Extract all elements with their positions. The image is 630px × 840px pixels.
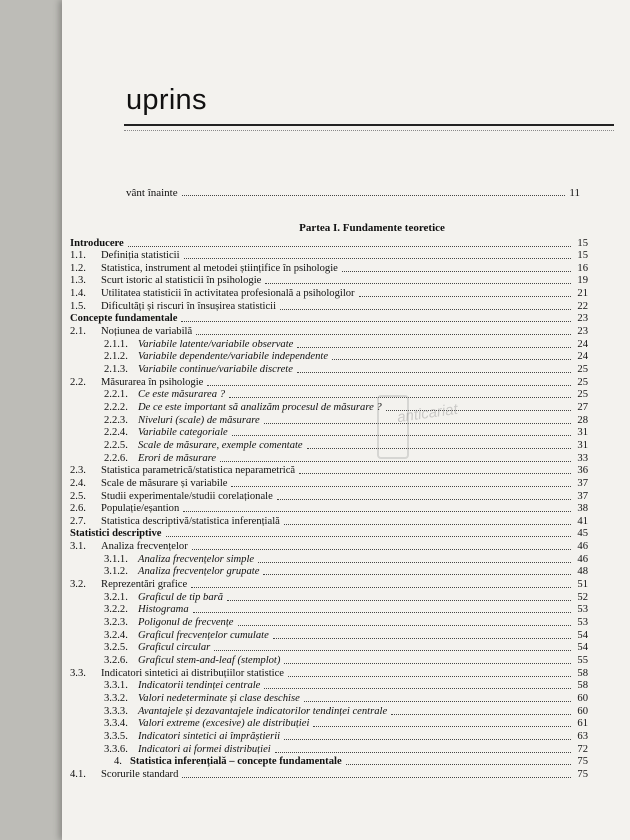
toc-subsection[interactable] bbox=[104, 439, 588, 451]
toc-section[interactable] bbox=[70, 262, 588, 274]
toc-subsection[interactable] bbox=[104, 389, 588, 401]
toc-page-number: 23 bbox=[577, 313, 588, 325]
toc-title: Definiția statisticii bbox=[101, 250, 180, 262]
toc-title: Indicatorii tendinței centrale bbox=[138, 680, 261, 692]
toc-page-number: 48 bbox=[577, 566, 588, 578]
dot-leader bbox=[220, 461, 571, 462]
dot-leader bbox=[128, 246, 571, 247]
toc-subsection[interactable] bbox=[104, 692, 588, 704]
toc-title: Graficul circular bbox=[138, 642, 211, 654]
toc-subsection[interactable] bbox=[104, 705, 588, 717]
toc-section[interactable] bbox=[70, 515, 588, 527]
toc-title: Variabile dependente/variabile independente bbox=[138, 351, 329, 363]
toc-page-number: 15 bbox=[577, 237, 588, 249]
toc-chapter[interactable] bbox=[70, 528, 588, 540]
toc-page-number: 36 bbox=[577, 465, 588, 477]
dot-leader bbox=[264, 688, 571, 689]
toc-chapter[interactable] bbox=[70, 237, 588, 249]
toc-page-number: 58 bbox=[577, 667, 588, 679]
toc-number: 1.4. bbox=[70, 288, 86, 300]
dot-leader bbox=[342, 271, 571, 272]
toc-page-number: 37 bbox=[577, 477, 588, 489]
toc-subsection[interactable] bbox=[104, 617, 588, 629]
book-page bbox=[62, 0, 630, 840]
dot-leader bbox=[297, 347, 571, 348]
toc-page-number: 24 bbox=[577, 351, 588, 363]
toc-title: Măsurarea în psihologie bbox=[101, 376, 204, 388]
toc-section[interactable] bbox=[70, 503, 588, 515]
dot-leader bbox=[284, 663, 571, 664]
toc-title: Noțiunea de variabilă bbox=[101, 326, 193, 338]
toc-title: Avantajele și dezavantajele indicatorilor tendinței centrale bbox=[138, 705, 388, 717]
toc-section[interactable] bbox=[70, 579, 588, 591]
preface-label: vânt înainte bbox=[126, 187, 178, 199]
toc-subsection[interactable] bbox=[104, 642, 588, 654]
faint-ruled-line bbox=[124, 130, 614, 131]
toc-number: 2.1.3. bbox=[104, 364, 128, 375]
toc-title: Reprezentări grafice bbox=[101, 579, 188, 591]
toc-page-number: 75 bbox=[577, 768, 588, 780]
toc-number: 2.2. bbox=[70, 376, 86, 388]
toc-title: Scale de măsurare, exemple comentate bbox=[138, 439, 303, 451]
dot-leader bbox=[258, 562, 571, 563]
toc-page-number: 19 bbox=[577, 275, 588, 287]
toc-page-number: 72 bbox=[577, 743, 588, 755]
toc-number: 2.1.2. bbox=[104, 351, 128, 363]
toc-number: 2.2.4. bbox=[104, 427, 128, 439]
toc-page-number: 63 bbox=[577, 730, 588, 742]
toc-title: Populație/eșantion bbox=[101, 503, 180, 515]
toc-page-number: 16 bbox=[577, 262, 588, 274]
watermark-text: anticariat bbox=[396, 400, 459, 427]
toc-subsection[interactable] bbox=[104, 338, 588, 350]
toc-title: Indicatori sintetici ai împrăștierii bbox=[138, 730, 281, 742]
toc-subsection[interactable] bbox=[104, 351, 588, 363]
toc-chapter[interactable] bbox=[70, 313, 588, 325]
toc-title: Valori nedeterminate și clase deschise bbox=[138, 692, 300, 704]
toc-title: Indicatori ai formei distribuției bbox=[138, 743, 271, 755]
toc-section[interactable] bbox=[70, 477, 588, 489]
toc-section[interactable] bbox=[70, 275, 588, 287]
dot-leader bbox=[182, 187, 566, 196]
dot-leader bbox=[359, 296, 571, 297]
toc-page-number: 53 bbox=[577, 604, 588, 616]
toc-title: Variabile categoriale bbox=[138, 427, 228, 439]
toc-number: 1.1. bbox=[70, 250, 86, 262]
toc-number: 3.2.3. bbox=[104, 617, 128, 628]
toc-page-number: 37 bbox=[577, 490, 588, 502]
toc-number: 2.2.5. bbox=[104, 439, 128, 451]
toc-subsection[interactable] bbox=[104, 591, 588, 603]
toc-page-number: 24 bbox=[577, 338, 588, 350]
toc-title: Variabile continue/variabile discrete bbox=[138, 364, 293, 375]
dot-leader bbox=[346, 764, 571, 765]
dot-leader bbox=[284, 524, 571, 525]
dot-leader bbox=[238, 625, 571, 626]
toc-title: Erori de măsurare bbox=[138, 452, 217, 464]
dot-leader bbox=[288, 676, 571, 677]
toc-title: Concepte fundamentale bbox=[70, 313, 178, 325]
toc-title: De ce este important să analizăm procesul de măsurare ? bbox=[138, 401, 382, 413]
toc-title: Statistici descriptive bbox=[70, 528, 162, 540]
dot-leader bbox=[166, 536, 571, 537]
toc-number: 4. bbox=[114, 756, 122, 768]
toc-section[interactable] bbox=[70, 667, 588, 679]
dot-leader bbox=[183, 511, 571, 512]
toc-page-number: 15 bbox=[577, 250, 588, 262]
toc-subsection[interactable] bbox=[104, 452, 588, 464]
toc-page-number: 46 bbox=[577, 553, 588, 565]
toc-page-number: 33 bbox=[577, 452, 588, 464]
toc-subsection[interactable] bbox=[104, 604, 588, 616]
dot-leader bbox=[196, 334, 571, 335]
dot-leader bbox=[297, 372, 571, 373]
toc-page-number: 38 bbox=[577, 503, 588, 515]
toc-title: Statistica descriptivă/statistica inferențială bbox=[101, 515, 280, 527]
toc-page-number: 23 bbox=[577, 326, 588, 338]
toc-number: 3.1.2. bbox=[104, 566, 128, 578]
toc-section[interactable] bbox=[70, 376, 588, 388]
toc-subsection[interactable] bbox=[104, 364, 588, 376]
toc-page-number: 53 bbox=[577, 617, 588, 628]
toc-number: 1.3. bbox=[70, 275, 86, 287]
dot-leader bbox=[313, 726, 571, 727]
dot-leader bbox=[184, 258, 571, 259]
toc-page-number: 60 bbox=[577, 692, 588, 704]
toc-section[interactable] bbox=[70, 465, 588, 477]
toc-title: Utilitatea statisticii în activitatea profesională a psihologilor bbox=[101, 288, 355, 300]
dot-leader bbox=[192, 549, 571, 550]
dot-leader bbox=[231, 486, 571, 487]
toc-section[interactable] bbox=[70, 490, 588, 502]
toc-number: 2.2.1. bbox=[104, 389, 128, 401]
toc-section[interactable] bbox=[70, 326, 588, 338]
toc-number: 2.2.2. bbox=[104, 401, 128, 413]
dot-leader bbox=[299, 473, 571, 474]
toc-number: 2.2.3. bbox=[104, 414, 128, 426]
dot-leader bbox=[227, 600, 571, 601]
toc-number: 3.3.5. bbox=[104, 730, 128, 742]
toc-page-number: 51 bbox=[577, 579, 588, 591]
dot-leader bbox=[307, 448, 571, 449]
toc-title: Statistica parametrică/statistica neparametrică bbox=[101, 465, 296, 477]
toc-page-number: 55 bbox=[577, 654, 588, 666]
toc-number: 2.5. bbox=[70, 490, 86, 502]
toc-page-number: 25 bbox=[577, 389, 588, 401]
toc-number: 3.3.1. bbox=[104, 680, 128, 692]
toc-title: Ce este măsurarea ? bbox=[138, 389, 225, 401]
toc-page-number: 41 bbox=[577, 515, 588, 527]
toc-subsection[interactable] bbox=[104, 427, 588, 439]
dot-leader bbox=[263, 574, 571, 575]
toc-page-number: 75 bbox=[577, 756, 588, 768]
toc-title: Analiza frecvențelor grupate bbox=[138, 566, 260, 578]
toc-number: 3.3.4. bbox=[104, 718, 128, 730]
toc-subsection[interactable] bbox=[104, 629, 588, 641]
toc-number: 3.1.1. bbox=[104, 553, 128, 565]
toc-number: 3.2.1. bbox=[104, 591, 128, 603]
toc-subsection[interactable] bbox=[104, 718, 588, 730]
dot-leader bbox=[284, 739, 571, 740]
toc-title: Dificultăți și riscuri în însușirea statisticii bbox=[101, 300, 277, 312]
toc-number: 3.2.6. bbox=[104, 654, 128, 666]
toc-subsection[interactable] bbox=[104, 730, 588, 742]
toc-number: 2.4. bbox=[70, 477, 86, 489]
toc-page-number: 31 bbox=[577, 427, 588, 439]
toc-title: Analiza frecvențelor bbox=[101, 541, 188, 553]
toc-page-number: 27 bbox=[577, 401, 588, 413]
toc-number: 3.3.3. bbox=[104, 705, 128, 717]
toc-page-number: 21 bbox=[577, 288, 588, 300]
toc-page-number: 31 bbox=[577, 439, 588, 451]
dot-leader bbox=[193, 612, 571, 613]
toc-section[interactable] bbox=[70, 300, 588, 312]
dot-leader bbox=[280, 309, 571, 310]
toc-page-number: 22 bbox=[577, 300, 588, 312]
part-title: Partea I. Fundamente teoretice bbox=[299, 222, 445, 234]
toc-title: Graficul frecvențelor cumulate bbox=[138, 629, 269, 641]
toc-title: Niveluri (scale) de măsurare bbox=[138, 414, 260, 426]
dot-leader bbox=[214, 650, 571, 651]
dot-leader bbox=[273, 638, 571, 639]
toc-number: 3.2.5. bbox=[104, 642, 128, 654]
toc-subsection[interactable] bbox=[104, 566, 588, 578]
toc-subsection[interactable] bbox=[104, 680, 588, 692]
toc-subsection[interactable] bbox=[104, 553, 588, 565]
toc-title: Graficul stem-and-leaf (stemplot) bbox=[138, 654, 281, 666]
toc-number: 1.2. bbox=[70, 262, 86, 274]
toc-number: 3.2.4. bbox=[104, 629, 128, 641]
toc-number: 4.1. bbox=[70, 768, 86, 780]
dot-leader bbox=[191, 587, 571, 588]
toc-number: 2.1. bbox=[70, 326, 86, 338]
toc-title: Statistica, instrument al metodei științifice în psihologie bbox=[101, 262, 338, 274]
toc-section[interactable] bbox=[70, 288, 588, 300]
toc-chapter[interactable] bbox=[114, 756, 588, 768]
dot-leader bbox=[265, 283, 571, 284]
dot-leader bbox=[391, 714, 571, 715]
toc-title: Analiza frecvențelor simple bbox=[138, 553, 255, 565]
dot-leader bbox=[332, 359, 571, 360]
toc-page-number: 28 bbox=[577, 414, 588, 426]
toc-number: 3.1. bbox=[70, 541, 86, 553]
toc-title: Graficul de tip bară bbox=[138, 591, 224, 603]
toc-page-number: 58 bbox=[577, 680, 588, 692]
toc-section[interactable] bbox=[70, 541, 588, 553]
dot-leader bbox=[304, 701, 571, 702]
toc-title: Variabile latente/variabile observate bbox=[138, 338, 294, 350]
toc-title: Scorurile standard bbox=[101, 768, 179, 780]
toc-title: Scurt istoric al statisticii în psihologie bbox=[101, 275, 262, 287]
toc-title: Valori extreme (excesive) ale distribuției bbox=[138, 718, 310, 730]
toc-page-number: 46 bbox=[577, 541, 588, 553]
toc-number: 1.5. bbox=[70, 300, 86, 312]
toc-section[interactable] bbox=[70, 768, 588, 780]
toc-subsection[interactable] bbox=[104, 743, 588, 755]
toc-page-number: 25 bbox=[577, 364, 588, 375]
toc-number: 3.2. bbox=[70, 579, 86, 591]
toc-subsection[interactable] bbox=[104, 654, 588, 666]
watermark-logo bbox=[377, 395, 409, 459]
toc-title: Histograma bbox=[138, 604, 189, 616]
toc-title: Scale de măsurare și variabile bbox=[101, 477, 228, 489]
toc-page-number: 54 bbox=[577, 629, 588, 641]
toc-number: 2.6. bbox=[70, 503, 86, 515]
toc-page-number: 52 bbox=[577, 591, 588, 603]
toc-page-number: 45 bbox=[577, 528, 588, 540]
toc-page-number: 54 bbox=[577, 642, 588, 654]
toc-page-number: 25 bbox=[577, 376, 588, 388]
toc-number: 2.2.6. bbox=[104, 452, 128, 464]
toc-number: 3.2.2. bbox=[104, 604, 128, 616]
dot-leader bbox=[207, 385, 571, 386]
toc-page-number: 60 bbox=[577, 705, 588, 717]
preface-entry[interactable] bbox=[126, 187, 580, 199]
toc-number: 2.3. bbox=[70, 465, 86, 477]
toc-number: 2.1.1. bbox=[104, 338, 128, 350]
toc-title: Introducere bbox=[70, 237, 124, 249]
preface-page: 11 bbox=[569, 187, 580, 199]
dot-leader bbox=[275, 752, 571, 753]
toc-section[interactable] bbox=[70, 250, 588, 262]
toc-number: 3.3.2. bbox=[104, 692, 128, 704]
toc-subsection[interactable] bbox=[104, 414, 588, 426]
toc-number: 2.7. bbox=[70, 515, 86, 527]
toc-title: Statistica inferențială – concepte fundamentale bbox=[130, 756, 342, 768]
page-title: uprins bbox=[126, 84, 207, 116]
toc-title: Poligonul de frecvențe bbox=[138, 617, 234, 628]
toc-subsection[interactable] bbox=[104, 401, 588, 413]
dot-leader bbox=[277, 499, 571, 500]
toc-number: 3.3.6. bbox=[104, 743, 128, 755]
title-rule bbox=[124, 124, 614, 126]
toc-number: 3.3. bbox=[70, 667, 86, 679]
dot-leader bbox=[182, 777, 571, 778]
toc-page-number: 61 bbox=[577, 718, 588, 730]
toc-title: Indicatori sintetici ai distribuțiilor statistice bbox=[101, 667, 284, 679]
dot-leader bbox=[181, 321, 571, 322]
toc-title: Studii experimentale/studii corelaționale bbox=[101, 490, 273, 502]
